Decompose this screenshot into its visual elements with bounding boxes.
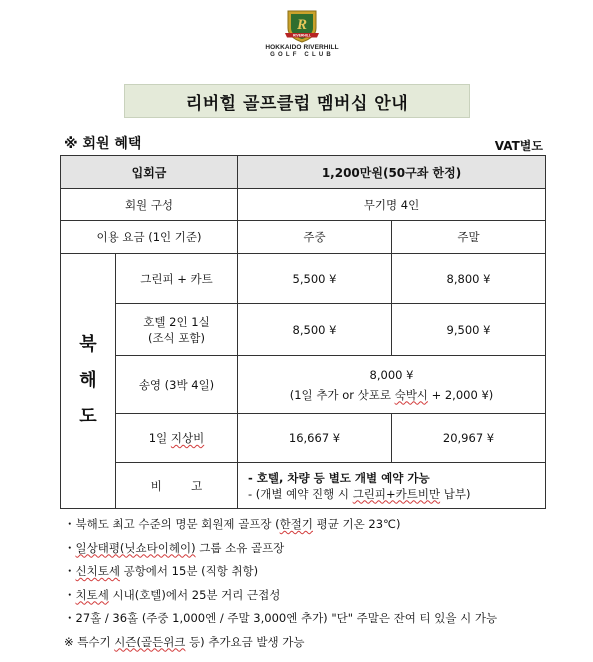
hotel-weekend: 9,500 ¥ (392, 304, 546, 356)
logo-line2: GOLF CLUB (270, 52, 334, 58)
transfer-label: 송영 (3박 4일) (116, 356, 238, 414)
entry-fee-label: 입회금 (61, 156, 238, 189)
region-hokkaido: 북 해 도 (61, 254, 116, 509)
list-item: ・신치토세 공항에서 15분 (직항 취항) (64, 564, 259, 578)
transfer-value: 8,000 ¥ (1일 추가 or 삿포로 숙박시 + 2,000 ¥) (238, 356, 546, 414)
table-row (61, 356, 546, 414)
entry-fee-value: 1,200만원(50구좌 한정) (238, 156, 546, 189)
table-row-entry-fee (61, 156, 546, 189)
vat-note: VAT별도 (494, 139, 543, 153)
remarks-label: 비 고 (116, 463, 238, 509)
logo-line1: HOKKAIDO RIVERHILL (265, 44, 339, 51)
greenfee-weekend: 8,800 ¥ (392, 254, 546, 304)
notes-list (64, 515, 497, 656)
table-row-composition (61, 189, 546, 221)
weekend-header: 주말 (392, 221, 546, 254)
allowance-weekend: 20,967 ¥ (392, 414, 546, 463)
club-logo (262, 8, 342, 66)
table-row (61, 254, 546, 304)
emblem-letter: R (296, 17, 308, 33)
emblem-banner: RIVERHILL (293, 33, 311, 38)
allowance-label: 1일 지상비 (116, 414, 238, 463)
table-row (61, 304, 546, 356)
fee-label: 이용 요금 (1인 기준) (61, 221, 238, 254)
greenfee-label: 그린피 + 카트 (116, 254, 238, 304)
list-item: ・27홀 / 36홀 (주중 1,000엔 / 주말 3,000엔 추가) "단" 주말은 잔여 티 있을 시 가능 (64, 611, 498, 625)
list-item: ・일상태평(닛쇼타이헤이) 그룹 소유 골프장 (64, 540, 285, 555)
table-row-fee-header (61, 221, 546, 254)
membership-table (60, 155, 546, 509)
greenfee-weekday: 5,500 ¥ (238, 254, 392, 304)
section-title: ※ 회원 혜택 (64, 136, 142, 152)
remarks-value: - 호텔, 차량 등 별도 개별 예약 가능 - (개별 예약 진행 시 그린피+카트비만 납부) (238, 463, 546, 509)
table-row (61, 414, 546, 463)
weekday-header: 주중 (238, 221, 392, 254)
list-item: ・치토세 시내(호텔)에서 25분 거리 근접성 (64, 587, 281, 602)
list-item: ・북해도 최고 수준의 명문 회원제 골프장 (한절기 평균 기온 23℃) (64, 517, 401, 531)
hotel-label: 호텔 2인 1실 (조식 포함) (116, 304, 238, 356)
hotel-weekday: 8,500 ¥ (238, 304, 392, 356)
list-item: ※ 특수기 시즌(골든위크 등) 추가요금 발생 가능 (64, 634, 305, 649)
club-emblem-icon (284, 8, 320, 44)
table-row (61, 463, 546, 509)
allowance-weekday: 16,667 ¥ (238, 414, 392, 463)
composition-value: 무기명 4인 (238, 189, 546, 221)
composition-label: 회원 구성 (61, 189, 238, 221)
page-title: 리버힐 골프클럽 멤버십 안내 (124, 84, 470, 118)
